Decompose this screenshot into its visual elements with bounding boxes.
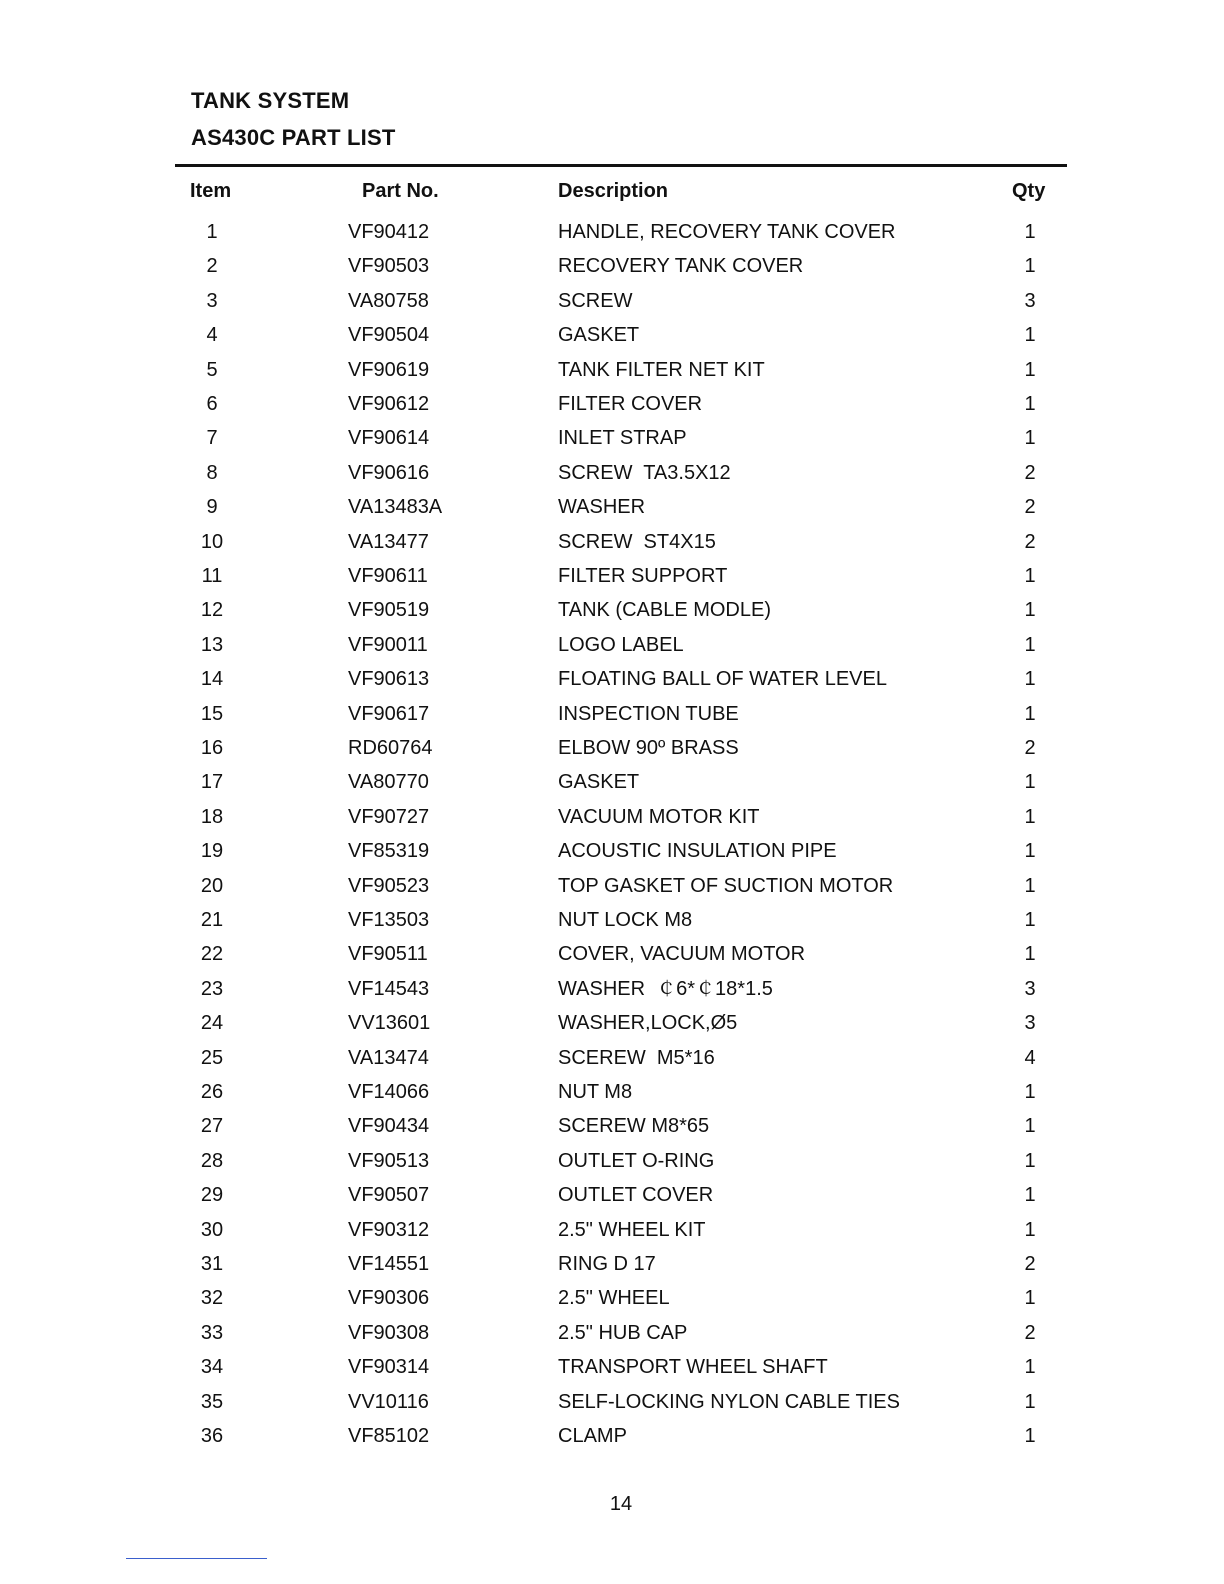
part-description: 2.5" HUB CAP xyxy=(558,1322,688,1344)
table-row xyxy=(0,460,1224,486)
table-row xyxy=(0,1079,1224,1105)
part-number: VF90612 xyxy=(348,393,430,415)
table-row xyxy=(0,357,1224,383)
table-row xyxy=(0,563,1224,589)
header-description: Description xyxy=(558,180,669,202)
quantity: 2 xyxy=(1024,496,1036,518)
quantity: 1 xyxy=(1024,1425,1036,1447)
quantity: 3 xyxy=(1024,978,1036,1000)
quantity: 1 xyxy=(1024,1184,1036,1206)
part-number: VF90306 xyxy=(348,1287,430,1309)
item-number: 25 xyxy=(200,1047,224,1069)
table-row xyxy=(0,1285,1224,1311)
part-number: VF90308 xyxy=(348,1322,430,1344)
part-number: VF90507 xyxy=(348,1184,430,1206)
item-number: 18 xyxy=(200,806,224,828)
document-title: TANK SYSTEM xyxy=(191,88,350,113)
item-number: 30 xyxy=(200,1219,224,1241)
part-description: SCREW xyxy=(558,290,633,312)
quantity: 1 xyxy=(1024,634,1036,656)
quantity: 1 xyxy=(1024,427,1036,449)
table-row xyxy=(0,666,1224,692)
quantity: 1 xyxy=(1024,1391,1036,1413)
table-row xyxy=(0,1217,1224,1243)
part-description: FILTER SUPPORT xyxy=(558,565,728,587)
item-number: 4 xyxy=(206,324,218,346)
item-number: 20 xyxy=(200,875,224,897)
part-description: VACUUM MOTOR KIT xyxy=(558,806,760,828)
part-number: VF90503 xyxy=(348,255,430,277)
part-description: TRANSPORT WHEEL SHAFT xyxy=(558,1356,828,1378)
part-number: VF90011 xyxy=(348,634,428,656)
part-description: TANK (CABLE MODLE) xyxy=(558,599,771,621)
table-row xyxy=(0,941,1224,967)
document-subtitle: AS430C PART LIST xyxy=(191,125,396,150)
item-number: 12 xyxy=(200,599,224,621)
table-row xyxy=(0,976,1224,1002)
item-number: 31 xyxy=(200,1253,224,1275)
part-number: VF85102 xyxy=(348,1425,430,1447)
table-row xyxy=(0,494,1224,520)
table-row xyxy=(0,1010,1224,1036)
item-number: 35 xyxy=(200,1391,224,1413)
quantity: 3 xyxy=(1024,290,1036,312)
table-row xyxy=(0,1045,1224,1071)
part-description: TANK FILTER NET KIT xyxy=(558,359,765,381)
part-number: VF90617 xyxy=(348,703,430,725)
part-description: WASHER ￠6*￠18*1.5 xyxy=(558,978,773,1000)
table-row xyxy=(0,769,1224,795)
item-number: 34 xyxy=(200,1356,224,1378)
quantity: 1 xyxy=(1024,1150,1036,1172)
part-number: VF90727 xyxy=(348,806,430,828)
item-number: 26 xyxy=(200,1081,224,1103)
part-number: VF14066 xyxy=(348,1081,430,1103)
part-number: VF90523 xyxy=(348,875,430,897)
item-number: 2 xyxy=(206,255,218,277)
part-description: 2.5" WHEEL KIT xyxy=(558,1219,706,1241)
table-row xyxy=(0,1251,1224,1277)
item-number: 10 xyxy=(200,531,224,553)
part-number: VF90434 xyxy=(348,1115,430,1137)
part-number: VF90513 xyxy=(348,1150,430,1172)
part-description: GASKET xyxy=(558,771,640,793)
quantity: 1 xyxy=(1024,255,1036,277)
part-description: COVER, VACUUM MOTOR xyxy=(558,943,806,965)
table-row xyxy=(0,253,1224,279)
part-number: VV10116 xyxy=(348,1391,429,1413)
part-number: VF14551 xyxy=(348,1253,430,1275)
part-number: VA13474 xyxy=(348,1047,429,1069)
part-description: HANDLE, RECOVERY TANK COVER xyxy=(558,221,896,243)
table-row xyxy=(0,838,1224,864)
item-number: 15 xyxy=(200,703,224,725)
item-number: 33 xyxy=(200,1322,224,1344)
quantity: 1 xyxy=(1024,875,1036,897)
header-part-no: Part No. xyxy=(362,180,439,202)
table-row xyxy=(0,529,1224,555)
item-number: 22 xyxy=(200,943,224,965)
part-description: CLAMP xyxy=(558,1425,627,1447)
table-header xyxy=(0,178,1224,204)
part-number: VF90314 xyxy=(348,1356,430,1378)
table-row xyxy=(0,701,1224,727)
part-description: OUTLET COVER xyxy=(558,1184,714,1206)
item-number: 27 xyxy=(200,1115,224,1137)
quantity: 1 xyxy=(1024,221,1036,243)
table-row xyxy=(0,735,1224,761)
table-row xyxy=(0,632,1224,658)
part-description: RECOVERY TANK COVER xyxy=(558,255,804,277)
part-description: WASHER,LOCK,Ø5 xyxy=(558,1012,738,1034)
quantity: 2 xyxy=(1024,1322,1036,1344)
part-description: NUT LOCK M8 xyxy=(558,909,693,931)
part-number: VA13483A xyxy=(348,496,443,518)
quantity: 3 xyxy=(1024,1012,1036,1034)
part-description: SCEREW M5*16 xyxy=(558,1047,715,1069)
table-row xyxy=(0,1423,1224,1449)
table-row xyxy=(0,1354,1224,1380)
part-description: SCREW ST4X15 xyxy=(558,531,716,553)
table-row xyxy=(0,597,1224,623)
table-row xyxy=(0,907,1224,933)
table-row xyxy=(0,288,1224,314)
part-number: VF90619 xyxy=(348,359,430,381)
part-number: VF85319 xyxy=(348,840,430,862)
part-description: LOGO LABEL xyxy=(558,634,684,656)
table-row xyxy=(0,425,1224,451)
quantity: 1 xyxy=(1024,1081,1036,1103)
part-description: INLET STRAP xyxy=(558,427,687,449)
item-number: 21 xyxy=(200,909,224,931)
item-number: 23 xyxy=(200,978,224,1000)
quantity: 1 xyxy=(1024,599,1036,621)
part-description: SCREW TA3.5X12 xyxy=(558,462,731,484)
item-number: 11 xyxy=(201,565,223,587)
item-number: 19 xyxy=(200,840,224,862)
part-number: VF90312 xyxy=(348,1219,430,1241)
part-number: VA80758 xyxy=(348,290,429,312)
quantity: 4 xyxy=(1024,1047,1036,1069)
quantity: 2 xyxy=(1024,531,1036,553)
part-description: SELF-LOCKING NYLON CABLE TIES xyxy=(558,1391,900,1413)
quantity: 1 xyxy=(1024,909,1036,931)
part-number: VF90519 xyxy=(348,599,430,621)
table-row xyxy=(0,391,1224,417)
quantity: 1 xyxy=(1024,840,1036,862)
part-description: NUT M8 xyxy=(558,1081,633,1103)
quantity: 1 xyxy=(1024,943,1036,965)
footer-link-line xyxy=(126,1558,267,1559)
item-number: 7 xyxy=(206,427,218,449)
quantity: 1 xyxy=(1024,359,1036,381)
part-description: TOP GASKET OF SUCTION MOTOR xyxy=(558,875,894,897)
table-row xyxy=(0,1113,1224,1139)
quantity: 1 xyxy=(1024,703,1036,725)
part-description: WASHER xyxy=(558,496,646,518)
quantity: 1 xyxy=(1024,1287,1036,1309)
quantity: 1 xyxy=(1024,1356,1036,1378)
item-number: 29 xyxy=(200,1184,224,1206)
table-row xyxy=(0,322,1224,348)
part-number: VF13503 xyxy=(348,909,430,931)
item-number: 6 xyxy=(206,393,218,415)
item-number: 13 xyxy=(200,634,224,656)
quantity: 1 xyxy=(1024,565,1036,587)
item-number: 3 xyxy=(206,290,218,312)
part-number: VA13477 xyxy=(348,531,429,553)
item-number: 36 xyxy=(200,1425,224,1447)
quantity: 1 xyxy=(1024,1115,1036,1137)
quantity: 2 xyxy=(1024,737,1036,759)
page-number: 14 xyxy=(609,1493,633,1515)
part-description: ELBOW 90º BRASS xyxy=(558,737,739,759)
part-description: INSPECTION TUBE xyxy=(558,703,739,725)
header-qty: Qty xyxy=(1012,180,1046,202)
part-number: VF90412 xyxy=(348,221,430,243)
part-number: VA80770 xyxy=(348,771,429,793)
quantity: 1 xyxy=(1024,1219,1036,1241)
item-number: 5 xyxy=(206,359,218,381)
item-number: 17 xyxy=(200,771,224,793)
table-row xyxy=(0,1182,1224,1208)
part-description: GASKET xyxy=(558,324,640,346)
part-description: 2.5" WHEEL xyxy=(558,1287,670,1309)
part-description: ACOUSTIC INSULATION PIPE xyxy=(558,840,837,862)
table-row xyxy=(0,804,1224,830)
item-number: 14 xyxy=(200,668,224,690)
part-number: RD60764 xyxy=(348,737,433,759)
table-row xyxy=(0,1389,1224,1415)
item-number: 8 xyxy=(206,462,218,484)
item-number: 28 xyxy=(200,1150,224,1172)
table-row xyxy=(0,1320,1224,1346)
part-number: VF90511 xyxy=(348,943,428,965)
item-number: 24 xyxy=(200,1012,224,1034)
part-number: VF90614 xyxy=(348,427,430,449)
part-number: VF90611 xyxy=(348,565,428,587)
header-divider xyxy=(175,164,1067,167)
table-row xyxy=(0,873,1224,899)
part-description: SCEREW M8*65 xyxy=(558,1115,710,1137)
part-number: VF90613 xyxy=(348,668,430,690)
part-number: VF90616 xyxy=(348,462,430,484)
item-number: 9 xyxy=(206,496,218,518)
table-row xyxy=(0,219,1224,245)
quantity: 1 xyxy=(1024,393,1036,415)
quantity: 2 xyxy=(1024,462,1036,484)
part-number: VF14543 xyxy=(348,978,430,1000)
quantity: 1 xyxy=(1024,771,1036,793)
item-number: 16 xyxy=(200,737,224,759)
header-item: Item xyxy=(190,180,232,202)
item-number: 1 xyxy=(206,221,218,243)
part-description: OUTLET O-RING xyxy=(558,1150,715,1172)
item-number: 32 xyxy=(200,1287,224,1309)
part-number: VV13601 xyxy=(348,1012,431,1034)
quantity: 1 xyxy=(1024,806,1036,828)
quantity: 1 xyxy=(1024,324,1036,346)
part-description: FILTER COVER xyxy=(558,393,703,415)
quantity: 2 xyxy=(1024,1253,1036,1275)
quantity: 1 xyxy=(1024,668,1036,690)
part-description: RING D 17 xyxy=(558,1253,656,1275)
part-description: FLOATING BALL OF WATER LEVEL xyxy=(558,668,887,690)
table-row xyxy=(0,1148,1224,1174)
part-number: VF90504 xyxy=(348,324,430,346)
